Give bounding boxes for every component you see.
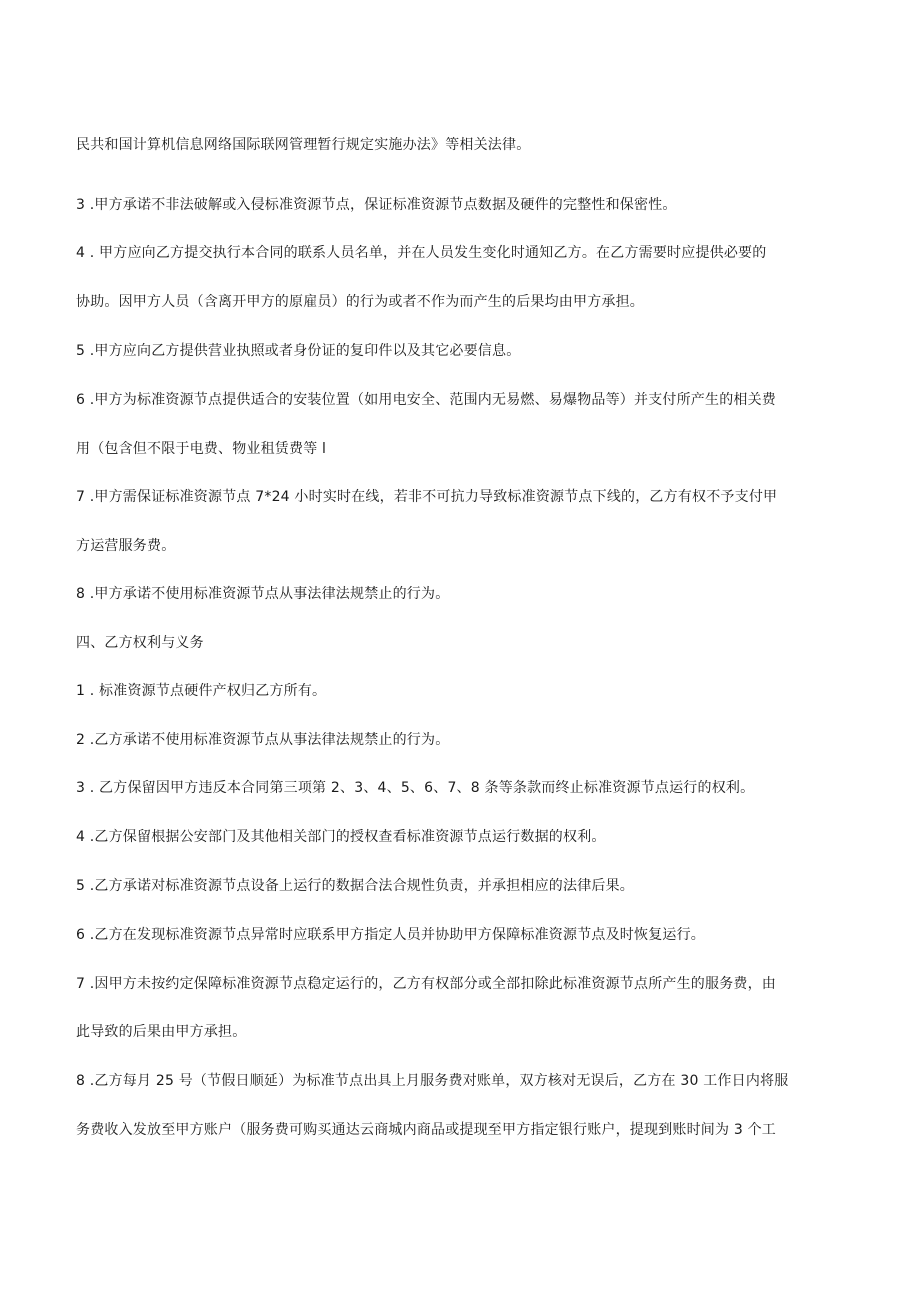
text-line: 此导致的后果由甲方承担。 — [76, 1024, 247, 1040]
text-line: 方运营服务费。 — [76, 538, 176, 554]
text-line: 用（包含但不限于电费、物业租赁费等 l — [76, 441, 327, 457]
text-line: 8 .甲方承诺不使用标准资源节点从事法律法规禁止的行为。 — [76, 586, 450, 602]
text-line: 5 .乙方承诺对标准资源节点设备上运行的数据合法合规性负责，并承担相应的法律后果。 — [76, 878, 635, 894]
text-line: 务费收入发放至甲方账户（服务费可购买通达云商城内商品或提现至甲方指定银行账户，提现到账时间为 3 个工 — [76, 1122, 777, 1138]
text-line: 7 .甲方需保证标准资源节点 7*24 小时实时在线，若非不可抗力导致标准资源节点下线的，乙方有权不予支付甲 — [76, 489, 778, 505]
text-line: 2 .乙方承诺不使用标准资源节点从事法律法规禁止的行为。 — [76, 732, 450, 748]
text-line: 8 .乙方每月 25 号（节假日顺延）为标准节点出具上月服务费对账单，双方核对无误后，乙方在 30 工作日内将服 — [76, 1073, 789, 1089]
text-line: 4 . 甲方应向乙方提交执行本合同的联系人员名单，并在人员发生变化时通知乙方。在乙方需要时应提供必要的 — [76, 245, 767, 261]
text-line: 5 .甲方应向乙方提供营业执照或者身份证的复印件以及其它必要信息。 — [76, 343, 521, 359]
text-line: 6 .甲方为标准资源节点提供适合的安装位置（如用电安全、范围内无易燃、易爆物品等）并支付所产生的相关费 — [76, 392, 777, 408]
text-line: 民共和国计算机信息网络国际联网管理暂行规定实施办法》等相关法律。 — [76, 137, 531, 153]
text-line: 协助。因甲方人员（含离开甲方的原雇员）的行为或者不作为而产生的后果均由甲方承担。 — [76, 294, 644, 310]
text-line: 3 .甲方承诺不非法破解或入侵标准资源节点，保证标准资源节点数据及硬件的完整性和保密性。 — [76, 197, 677, 213]
text-line: 1 . 标准资源节点硬件产权归乙方所有。 — [76, 683, 327, 699]
text-line: 6 .乙方在发现标准资源节点异常时应联系甲方指定人员并协助甲方保障标准资源节点及时恢复运行。 — [76, 927, 706, 943]
section-heading: 四、乙方权利与义务 — [76, 635, 204, 651]
text-line: 3 . 乙方保留因甲方违反本合同第三项第 2、3、4、5、6、7、8 条等条款而终止标准资源节点运行的权利。 — [76, 780, 755, 796]
text-line: 7 .因甲方未按约定保障标准资源节点稳定运行的，乙方有权部分或全部扣除此标准资源节点所产生的服务费，由 — [76, 976, 777, 992]
text-line: 4 .乙方保留根据公安部门及其他相关部门的授权查看标准资源节点运行数据的权利。 — [76, 829, 606, 845]
